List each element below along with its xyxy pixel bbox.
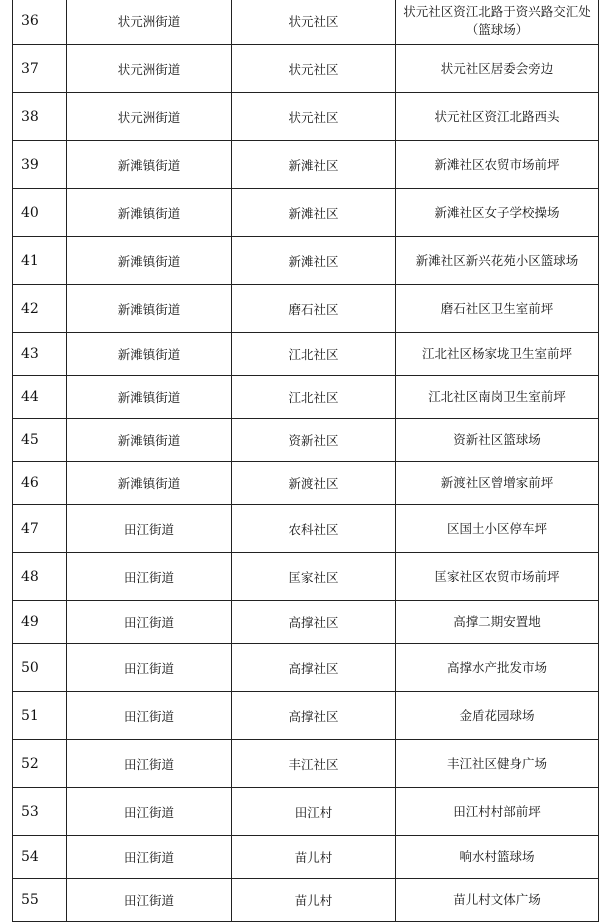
community-cell: 状元社区 (232, 93, 396, 141)
street-cell: 田江街道 (67, 788, 232, 836)
location-cell: 匡家社区农贸市场前坪 (396, 553, 599, 601)
table-row (13, 505, 599, 553)
street-cell: 田江街道 (67, 692, 232, 740)
community-cell: 高撑社区 (232, 644, 396, 692)
table-row (13, 601, 599, 644)
row-number: 55 (13, 879, 67, 922)
location-cell: 高撑水产批发市场 (396, 644, 599, 692)
row-number: 46 (13, 462, 67, 505)
table-row (13, 285, 599, 333)
row-number: 43 (13, 333, 67, 376)
community-cell: 苗儿村 (232, 879, 396, 922)
row-number: 53 (13, 788, 67, 836)
table-row (13, 0, 599, 45)
community-cell: 新渡社区 (232, 462, 396, 505)
location-cell: 新滩社区农贸市场前坪 (396, 141, 599, 189)
location-cell: 江北社区杨家垅卫生室前坪 (396, 333, 599, 376)
community-cell: 田江村 (232, 788, 396, 836)
street-cell: 新滩镇街道 (67, 462, 232, 505)
community-cell: 状元社区 (232, 45, 396, 93)
table-row (13, 836, 599, 879)
street-cell: 状元洲街道 (67, 0, 232, 45)
location-cell: 新滩社区女子学校操场 (396, 189, 599, 237)
table-row (13, 644, 599, 692)
location-cell: 状元社区居委会旁边 (396, 45, 599, 93)
location-table-container (12, 0, 598, 922)
row-number: 47 (13, 505, 67, 553)
location-cell: 江北社区南岗卫生室前坪 (396, 376, 599, 419)
table-row (13, 141, 599, 189)
table-row (13, 462, 599, 505)
table-row (13, 189, 599, 237)
street-cell: 新滩镇街道 (67, 285, 232, 333)
row-number: 52 (13, 740, 67, 788)
row-number: 51 (13, 692, 67, 740)
street-cell: 新滩镇街道 (67, 376, 232, 419)
location-cell: 资新社区篮球场 (396, 419, 599, 462)
street-cell: 田江街道 (67, 601, 232, 644)
community-cell: 匡家社区 (232, 553, 396, 601)
community-cell: 新滩社区 (232, 189, 396, 237)
row-number: 50 (13, 644, 67, 692)
community-cell: 新滩社区 (232, 141, 396, 189)
row-number: 41 (13, 237, 67, 285)
table-row (13, 419, 599, 462)
street-cell: 状元洲街道 (67, 93, 232, 141)
row-number: 38 (13, 93, 67, 141)
row-number: 48 (13, 553, 67, 601)
table-row (13, 740, 599, 788)
community-cell: 江北社区 (232, 376, 396, 419)
table-row (13, 879, 599, 922)
table-row (13, 788, 599, 836)
location-cell: 磨石社区卫生室前坪 (396, 285, 599, 333)
row-number: 44 (13, 376, 67, 419)
community-cell: 高撑社区 (232, 692, 396, 740)
community-cell: 苗儿村 (232, 836, 396, 879)
community-cell: 农科社区 (232, 505, 396, 553)
row-number: 54 (13, 836, 67, 879)
row-number: 40 (13, 189, 67, 237)
street-cell: 田江街道 (67, 505, 232, 553)
street-cell: 状元洲街道 (67, 45, 232, 93)
street-cell: 田江街道 (67, 644, 232, 692)
table-row (13, 376, 599, 419)
community-cell: 状元社区 (232, 0, 396, 45)
community-cell: 磨石社区 (232, 285, 396, 333)
row-number: 45 (13, 419, 67, 462)
street-cell: 田江街道 (67, 879, 232, 922)
street-cell: 田江街道 (67, 553, 232, 601)
location-table (12, 0, 599, 922)
street-cell: 田江街道 (67, 836, 232, 879)
location-cell: 田江村村部前坪 (396, 788, 599, 836)
street-cell: 新滩镇街道 (67, 189, 232, 237)
location-cell: 新渡社区曾增家前坪 (396, 462, 599, 505)
table-row (13, 237, 599, 285)
location-cell: 高撑二期安置地 (396, 601, 599, 644)
community-cell: 新滩社区 (232, 237, 396, 285)
table-row (13, 553, 599, 601)
street-cell: 新滩镇街道 (67, 333, 232, 376)
street-cell: 新滩镇街道 (67, 419, 232, 462)
location-cell: 状元社区资江北路于资兴路交汇处（篮球场） (396, 0, 599, 45)
location-cell: 苗儿村文体广场 (396, 879, 599, 922)
street-cell: 新滩镇街道 (67, 237, 232, 285)
row-number: 42 (13, 285, 67, 333)
location-cell: 响水村篮球场 (396, 836, 599, 879)
community-cell: 高撑社区 (232, 601, 396, 644)
street-cell: 新滩镇街道 (67, 141, 232, 189)
table-row (13, 93, 599, 141)
location-cell: 金盾花园球场 (396, 692, 599, 740)
table-row (13, 45, 599, 93)
community-cell: 丰江社区 (232, 740, 396, 788)
location-cell: 丰江社区健身广场 (396, 740, 599, 788)
row-number: 37 (13, 45, 67, 93)
row-number: 36 (13, 0, 67, 45)
location-cell: 新滩社区新兴花苑小区篮球场 (396, 237, 599, 285)
table-row (13, 333, 599, 376)
table-row (13, 692, 599, 740)
location-cell: 状元社区资江北路西头 (396, 93, 599, 141)
street-cell: 田江街道 (67, 740, 232, 788)
row-number: 49 (13, 601, 67, 644)
location-cell: 区国土小区停车坪 (396, 505, 599, 553)
community-cell: 江北社区 (232, 333, 396, 376)
community-cell: 资新社区 (232, 419, 396, 462)
row-number: 39 (13, 141, 67, 189)
